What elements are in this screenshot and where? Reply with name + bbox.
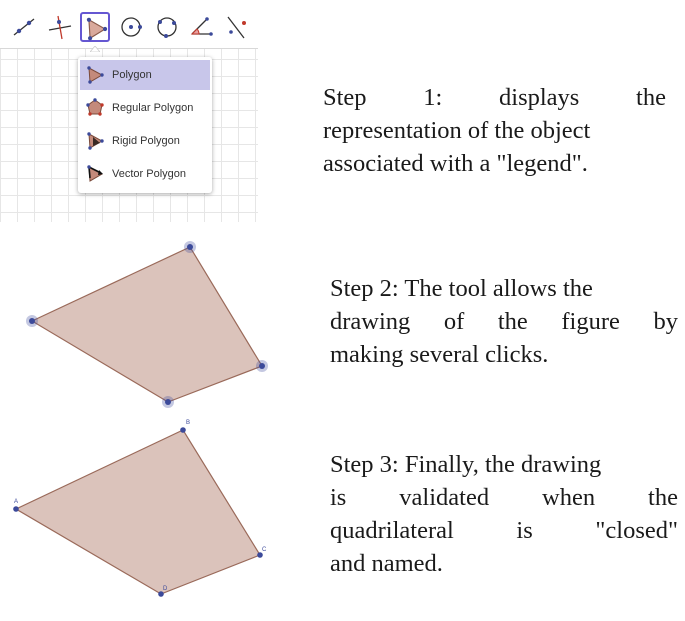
step3-line3: quadrilateral is "closed" xyxy=(330,517,678,544)
closed-quadrilateral-shape xyxy=(16,430,260,594)
step2-text xyxy=(330,272,678,371)
polygon-icon xyxy=(84,64,106,86)
perpendicular-line-icon xyxy=(45,12,75,42)
step1-line3: associated with a "legend". xyxy=(323,150,588,177)
menu-item-vector-polygon[interactable] xyxy=(80,159,210,189)
vertex-point[interactable] xyxy=(184,241,196,253)
reflect-about-line-icon xyxy=(222,12,252,42)
circle-three-points-icon xyxy=(152,12,182,42)
menu-item-label: Rigid Polygon xyxy=(112,135,180,147)
step1-text xyxy=(323,81,666,180)
vertex-a[interactable] xyxy=(13,506,19,512)
menu-item-regular-polygon[interactable] xyxy=(80,93,210,123)
vertex-d[interactable] xyxy=(158,591,164,597)
vertex-point[interactable] xyxy=(256,360,268,372)
circle-three-points-tool-button[interactable] xyxy=(152,12,182,42)
step3-line4: and named. xyxy=(330,550,443,577)
vertex-b[interactable] xyxy=(180,427,186,433)
vertex-c[interactable] xyxy=(257,552,263,558)
vertex-label-a: A xyxy=(14,499,19,505)
quadrilateral-shape xyxy=(32,247,262,402)
step2-line1: Step 2: The tool allows the xyxy=(330,275,593,302)
step1-line1: Step 1: displays the xyxy=(323,84,666,111)
step3-line1: Step 3: Finally, the drawing xyxy=(330,451,602,478)
angle-icon xyxy=(187,12,217,42)
line-icon xyxy=(9,12,39,42)
regular-polygon-icon xyxy=(84,97,106,119)
vertex-point[interactable] xyxy=(162,396,174,408)
menu-item-label: Vector Polygon xyxy=(112,168,186,180)
reflect-tool-button[interactable] xyxy=(222,12,252,42)
vector-polygon-icon xyxy=(84,163,106,185)
toolbar xyxy=(0,0,258,49)
vertex-label-d: D xyxy=(163,586,168,592)
vertex-label-c: C xyxy=(262,547,267,553)
vertex-label-b: B xyxy=(186,420,191,426)
menu-item-rigid-polygon[interactable] xyxy=(80,126,210,156)
step2-line3: making several clicks. xyxy=(330,341,549,368)
vertex-point[interactable] xyxy=(26,315,38,327)
line-tool-button[interactable] xyxy=(9,12,39,42)
rigid-polygon-icon xyxy=(84,130,106,152)
named-quadrilateral-drawing xyxy=(0,418,290,603)
circle-center-tool-button[interactable] xyxy=(116,12,146,42)
menu-item-label: Regular Polygon xyxy=(112,102,194,114)
menu-item-label: Polygon xyxy=(112,69,152,81)
menu-item-polygon[interactable] xyxy=(80,60,210,90)
step3-text xyxy=(330,448,678,580)
perpendicular-line-tool-button[interactable] xyxy=(45,12,75,42)
polygon-tool-button[interactable] xyxy=(80,12,110,42)
step3-line2: is validated when the xyxy=(330,484,678,511)
step1-line2: representation of the object xyxy=(323,117,591,144)
angle-tool-button[interactable] xyxy=(187,12,217,42)
step2-line2: drawing of the figure by xyxy=(330,308,678,335)
geogebra-screenshot xyxy=(0,0,258,222)
circle-center-point-icon xyxy=(116,12,146,42)
polygon-icon xyxy=(82,14,112,44)
dropdown-caret-icon xyxy=(90,46,100,52)
polygon-tool-menu xyxy=(78,57,212,193)
quadrilateral-drawing xyxy=(0,230,290,415)
